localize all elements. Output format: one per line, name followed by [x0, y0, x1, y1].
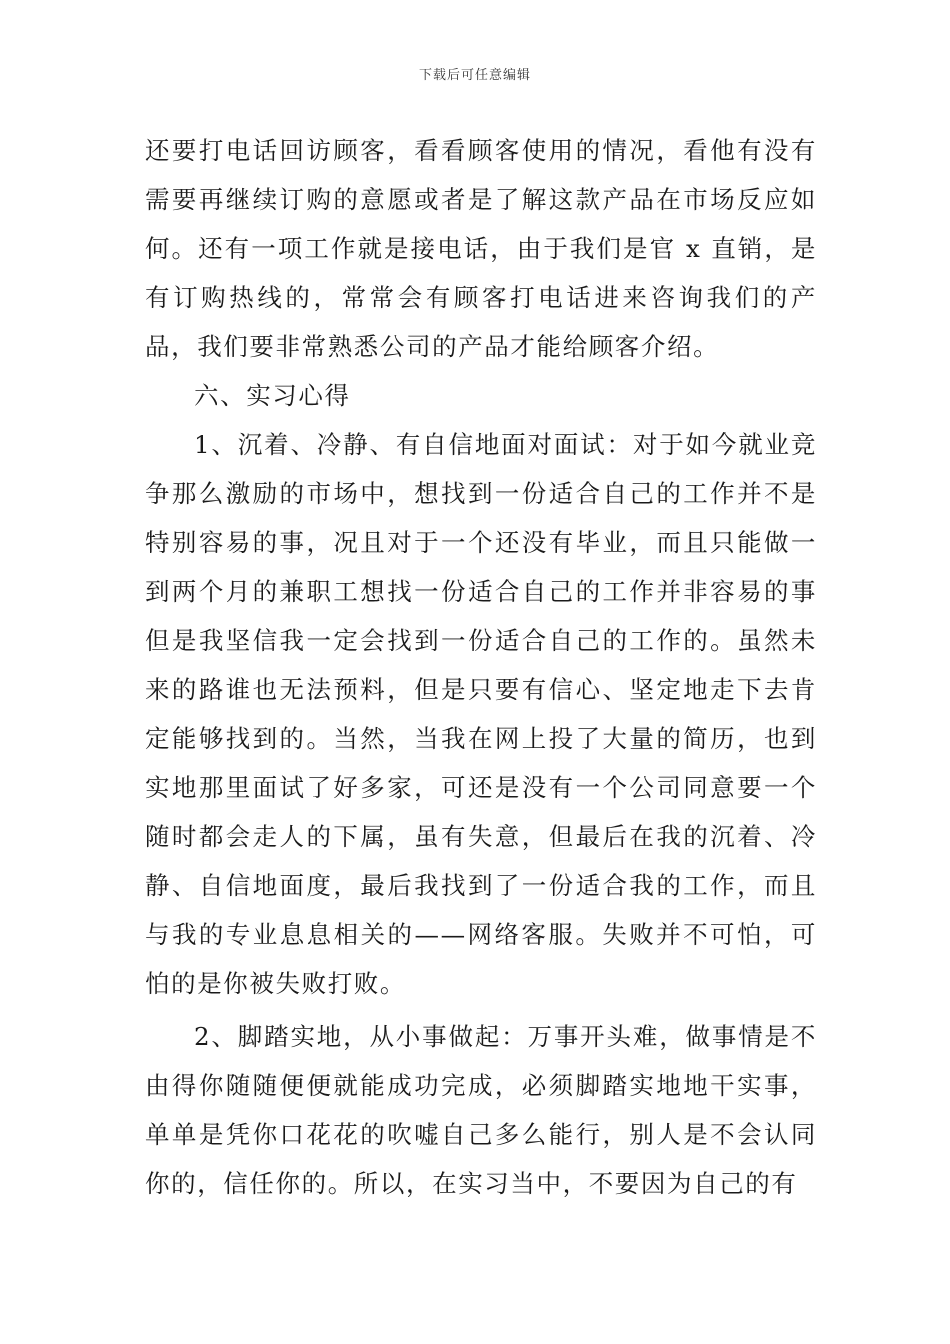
- page-header: 下载后可任意编辑: [418, 68, 531, 83]
- paragraph-point-2: 2、脚踏实地，从小事做起：万事开头难，做事情是不由得你随随便便就能成功完成，必须脚踏实地地干实事，单单是凭你口花花的吹嘘自己多么能行，别人是不会认同你的，信任你的。所以，在实习当中，不要因为自己的有: [145, 1022, 817, 1198]
- section-heading: 六、实习心得: [194, 381, 351, 410]
- document-body: [145, 126, 817, 1208]
- paragraph-point-1: 1、沉着、冷静、有自信地面对面试：对于如今就业竞争那么激励的市场中，想找到一份适合自己的工作并不是特别容易的事，况且对于一个还没有毕业，而且只能做一到两个月的兼职工想找一份适合自己的工作并非容易的事但是我坚信我一定会找到一份适合自己的工作的。虽然未来的路谁也无法预料，但是只要有信心、坚定地走下去肯定能够找到的。当然，当我在网上投了大量的简历，也到实地那里面试了好多家，可还是没有一个公司同意要一个随时都会走人的下属，虽有失意，但最后在我的沉着、冷静、自信地面度，最后我找到了一份适合我的工作，而且与我的专业息息相关的——网络客服。失败并不可怕，可怕的是你被失败打败。: [145, 430, 817, 998]
- paragraph-continuation: 还要打电话回访顾客，看看顾客使用的情况，看他有没有需要再继续订购的意愿或者是了解这款产品在市场反应如何。还有一项工作就是接电话，由于我们是官 x 直销，是有订购热线的，常常会有顾客打电话进来咨询我们的产品，我们要非常熟悉公司的产品才能给顾客介绍。: [145, 136, 817, 361]
